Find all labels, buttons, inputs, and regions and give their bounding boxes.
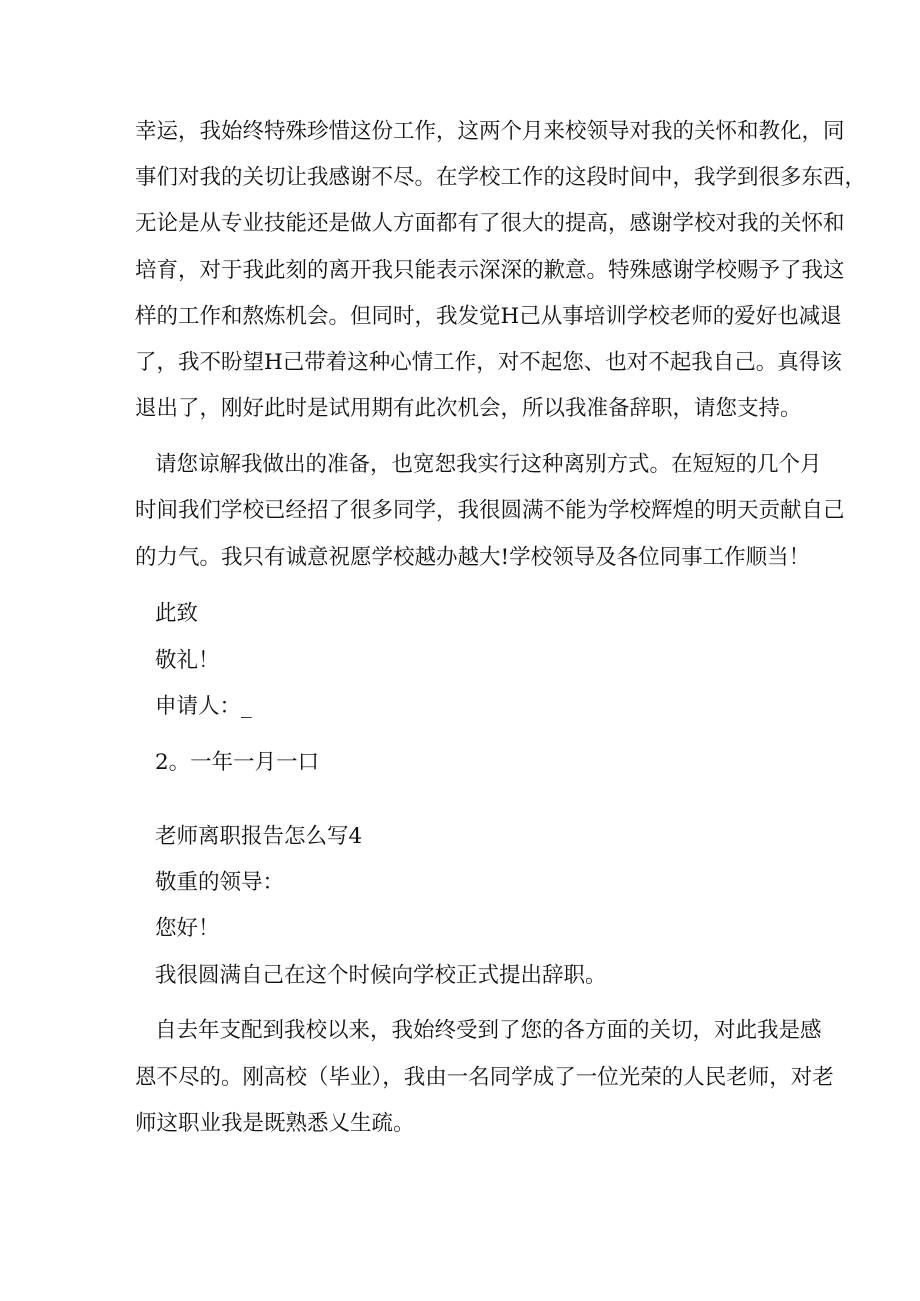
text-line: 样的工作和熬炼机会。但同时，我发觉H己从事培训学校老师的爱好也减退 <box>135 304 842 329</box>
text-line: 时间我们学校已经招了很多同学，我很圆满不能为学校辉煌的明天贡献自己 <box>135 498 845 523</box>
text-line: 自去年支配到我校以来，我始终受到了您的各方面的关切，对此我是感 <box>155 1018 822 1043</box>
text-line: 的力气。我只有诚意祝愿学校越办越大!学校领导及各位同事工作顺当！ <box>135 545 811 570</box>
section-title: 老师离职报告怎么写4 <box>155 824 363 849</box>
text-line: 退出了，刚好此时是试用期有此次机会，所以我准备辞职，请您支持。 <box>135 396 802 421</box>
text-line: 幸运，我始终特殊珍惜这份工作，这两个月来校领导对我的关怀和教化，同 <box>135 119 845 144</box>
text-line: 无论是从专业技能还是做人方面都有了很大的提高，感谢学校对我的关怀和 <box>135 211 845 236</box>
closing-line: 此致 <box>155 601 199 626</box>
text-line: 了，我不盼望H己带着这种心情工作，对不起您、也对不起我自己。真得该 <box>135 350 842 375</box>
text-line: 请您谅解我做出的准备，也宽恕我实行这种离别方式。在短短的几个月 <box>155 452 822 477</box>
text-line: 恩不尽的。刚高校（毕业），我由一名同学成了一位光荣的人民老师，对老 <box>135 1065 834 1090</box>
text-line: 我很圆满自己在这个时候向学校正式提出辞职。 <box>155 963 607 988</box>
text-line: 事们对我的关切让我感谢不尽。在学校工作的这段时间中，我学到很多东西， <box>135 165 867 190</box>
applicant-line: 申请人：_ <box>155 694 252 719</box>
greeting: 您好！ <box>155 916 220 941</box>
text-line: 培育，对于我此刻的离开我只能表示深深的歉意。特殊感谢学校赐予了我这 <box>135 258 845 283</box>
salutation: 敬重的领导： <box>155 870 285 895</box>
date-line: 2。一年一月一口 <box>155 750 320 775</box>
text-line: 师这职业我是既熟悉乂生疏。 <box>135 1111 415 1136</box>
closing-line: 敬礼！ <box>155 648 220 673</box>
